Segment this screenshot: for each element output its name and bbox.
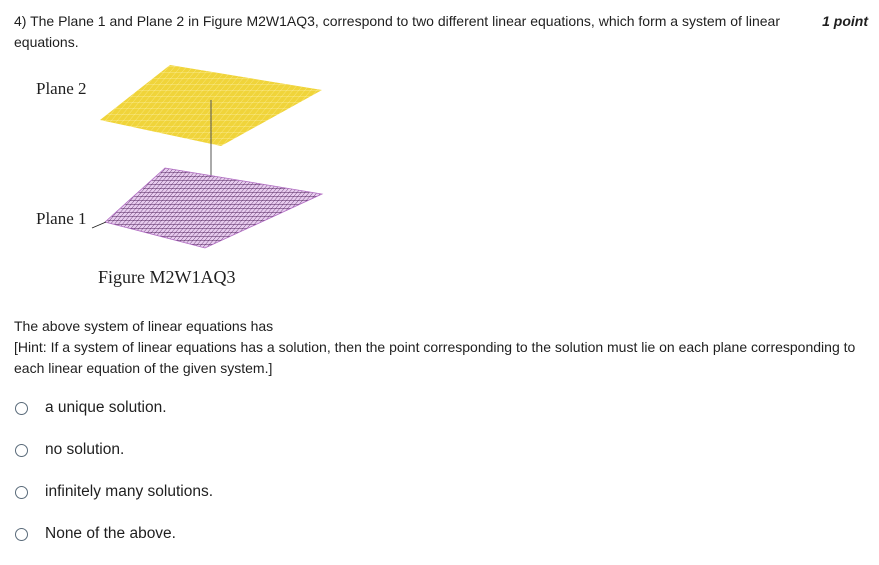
answer-options bbox=[14, 397, 213, 565]
plane-1-label: Plane 1 bbox=[36, 209, 87, 228]
figure-planes bbox=[0, 60, 340, 300]
plane-2-label: Plane 2 bbox=[36, 79, 87, 98]
radio-button[interactable] bbox=[15, 486, 28, 499]
stem-line: The above system of linear equations has bbox=[14, 318, 274, 334]
plane-1-pointer bbox=[92, 222, 106, 228]
planes-diagram bbox=[0, 60, 340, 300]
option-infinitely-many[interactable] bbox=[14, 481, 213, 503]
option-unique-solution[interactable] bbox=[14, 397, 213, 419]
figure-caption: Figure M2W1AQ3 bbox=[98, 267, 236, 287]
option-label: a unique solution. bbox=[45, 399, 167, 416]
radio-button[interactable] bbox=[15, 402, 28, 415]
radio-button[interactable] bbox=[15, 444, 28, 457]
hint-text: [Hint: If a system of linear equations has a solution, then the point corresponding to the solution must lie on each plane corresponding to each linear equation of the given system.] bbox=[14, 339, 856, 376]
option-label: infinitely many solutions. bbox=[45, 483, 213, 500]
radio-button[interactable] bbox=[15, 528, 28, 541]
option-none-of-above[interactable] bbox=[14, 523, 213, 545]
question-stem bbox=[14, 316, 874, 379]
option-label: None of the above. bbox=[45, 525, 176, 542]
option-no-solution[interactable] bbox=[14, 439, 213, 461]
question-text: 4) The Plane 1 and Plane 2 in Figure M2W1AQ3, correspond to two different linear equations, which form a system of linear equations. bbox=[14, 13, 780, 50]
option-label: no solution. bbox=[45, 441, 125, 458]
points-label: 1 point bbox=[822, 13, 868, 29]
